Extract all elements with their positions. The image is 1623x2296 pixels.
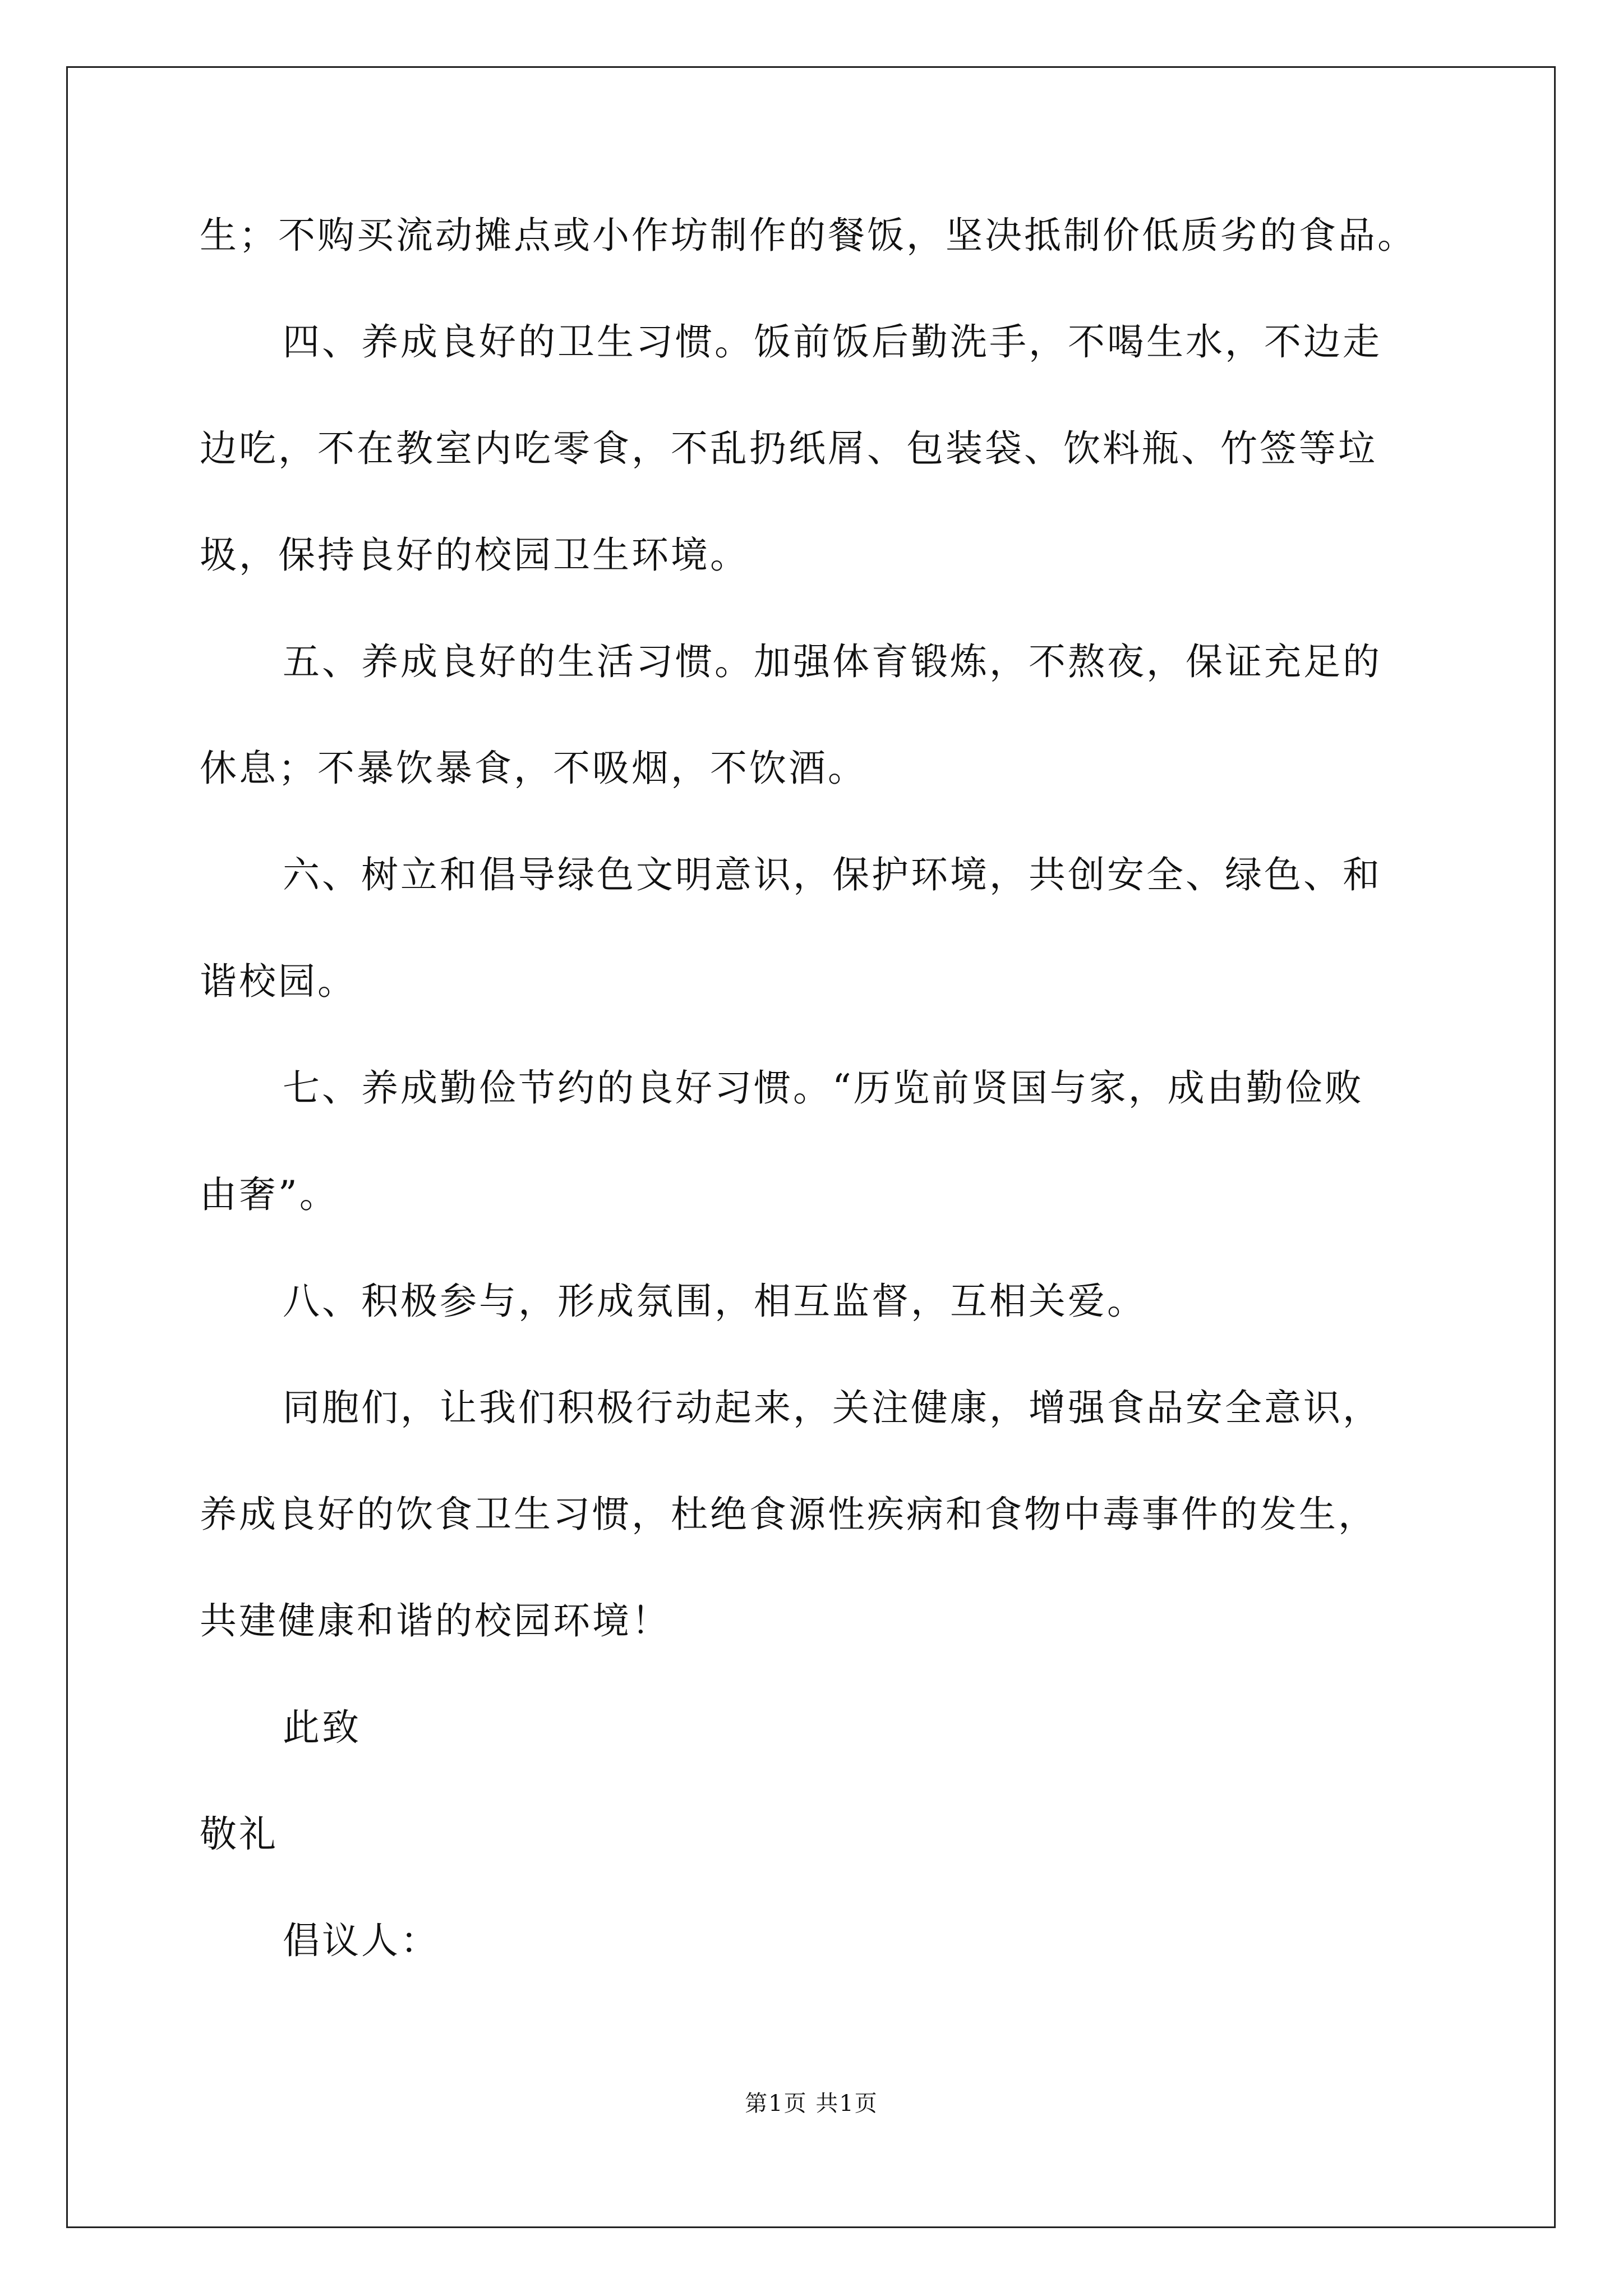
page-footer: 第1页 共1页 [745,2091,878,2116]
salutation-cizhi: 此致 [283,1706,361,1749]
paragraph-4-line-2: 边吃，不在教室内吃零食，不乱扔纸屑、包装袋、饮料瓶、竹签等垃 [200,427,1377,470]
text-line: 生；不购买流动摊点或小作坊制作的餐饭，坚决抵制价低质劣的食品。 [200,214,1417,257]
salutation-jingli: 敬礼 [200,1812,278,1856]
paragraph-8-line-1: 八、积极参与，形成氛围，相互监督，互相关爱。 [283,1280,1146,1323]
closing-paragraph-line-3: 共建健康和谐的校园环境！ [200,1599,671,1642]
paragraph-7-line-1: 七、养成勤俭节约的良好习惯。“历览前贤国与家，成由勤俭败 [283,1066,1364,1110]
paragraph-4-line-1: 四、养成良好的卫生习惯。饭前饭后勤洗手，不喝生水，不边走 [283,320,1382,364]
page-border [66,66,1556,2228]
paragraph-5-line-1: 五、养成良好的生活习惯。加强体育锻炼，不熬夜，保证充足的 [283,640,1382,683]
paragraph-6-line-2: 谐校园。 [200,960,357,1003]
signature-label: 倡议人： [283,1919,440,1962]
paragraph-7-line-2: 由奢”。 [200,1173,339,1216]
closing-paragraph-line-2: 养成良好的饮食卫生习惯，杜绝食源性疾病和食物中毒事件的发生， [200,1493,1377,1536]
paragraph-5-line-2: 休息；不暴饮暴食，不吸烟，不饮酒。 [200,747,867,790]
paragraph-6-line-1: 六、树立和倡导绿色文明意识，保护环境，共创安全、绿色、和 [283,853,1382,896]
paragraph-4-line-3: 圾，保持良好的校园卫生环境。 [200,533,749,577]
closing-paragraph-line-1: 同胞们，让我们积极行动起来，关注健康，增强食品安全意识， [283,1386,1382,1429]
